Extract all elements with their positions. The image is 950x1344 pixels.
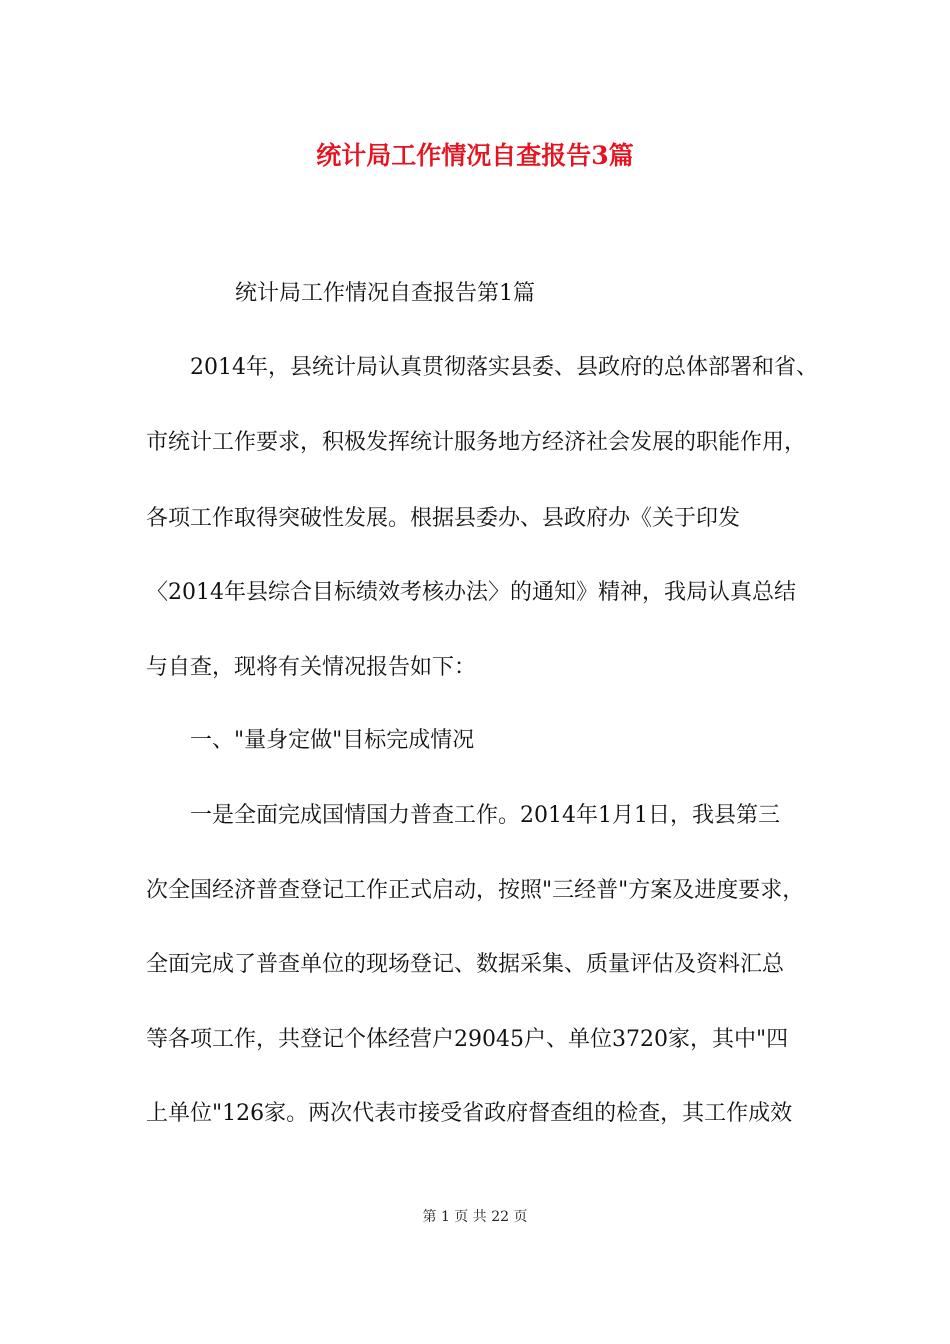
section-paragraph-line: 一是全面完成国情国力普查工作。2014年1月1日，我县第三 <box>190 803 780 828</box>
paragraph-line: 各项工作取得突破性发展。根据县委办、县政府办《关于印发 <box>146 506 741 531</box>
section-heading: 一、"量身定做"目标完成情况 <box>190 728 475 753</box>
paragraph-line: 〈2014年县综合目标绩效考核办法〉的通知》精神，我局认真总结 <box>146 580 796 605</box>
section-paragraph-line: 等各项工作，共登记个体经营户29045户、单位3720家，其中"四 <box>146 1027 789 1052</box>
section-paragraph-line: 全面完成了普查单位的现场登记、数据采集、质量评估及资料汇总 <box>146 952 785 977</box>
paragraph-line: 市统计工作要求，积极发挥统计服务地方经济社会发展的职能作用， <box>146 430 807 455</box>
document-title: 统计局工作情况自查报告3篇 <box>316 141 634 170</box>
section-paragraph-line: 次全国经济普查登记工作正式启动，按照"三经普"方案及进度要求， <box>146 878 805 903</box>
page-number-footer: 第 1 页 共 22 页 <box>422 1209 528 1225</box>
section-paragraph-line: 上单位"126家。两次代表市接受省政府督查组的检查，其工作成效 <box>146 1101 793 1126</box>
paragraph-line: 2014年，县统计局认真贯彻落实县委、县政府的总体部署和省、 <box>190 355 818 380</box>
paragraph-line: 与自查，现将有关情况报告如下： <box>146 655 477 680</box>
article-subtitle: 统计局工作情况自查报告第1篇 <box>235 281 535 306</box>
